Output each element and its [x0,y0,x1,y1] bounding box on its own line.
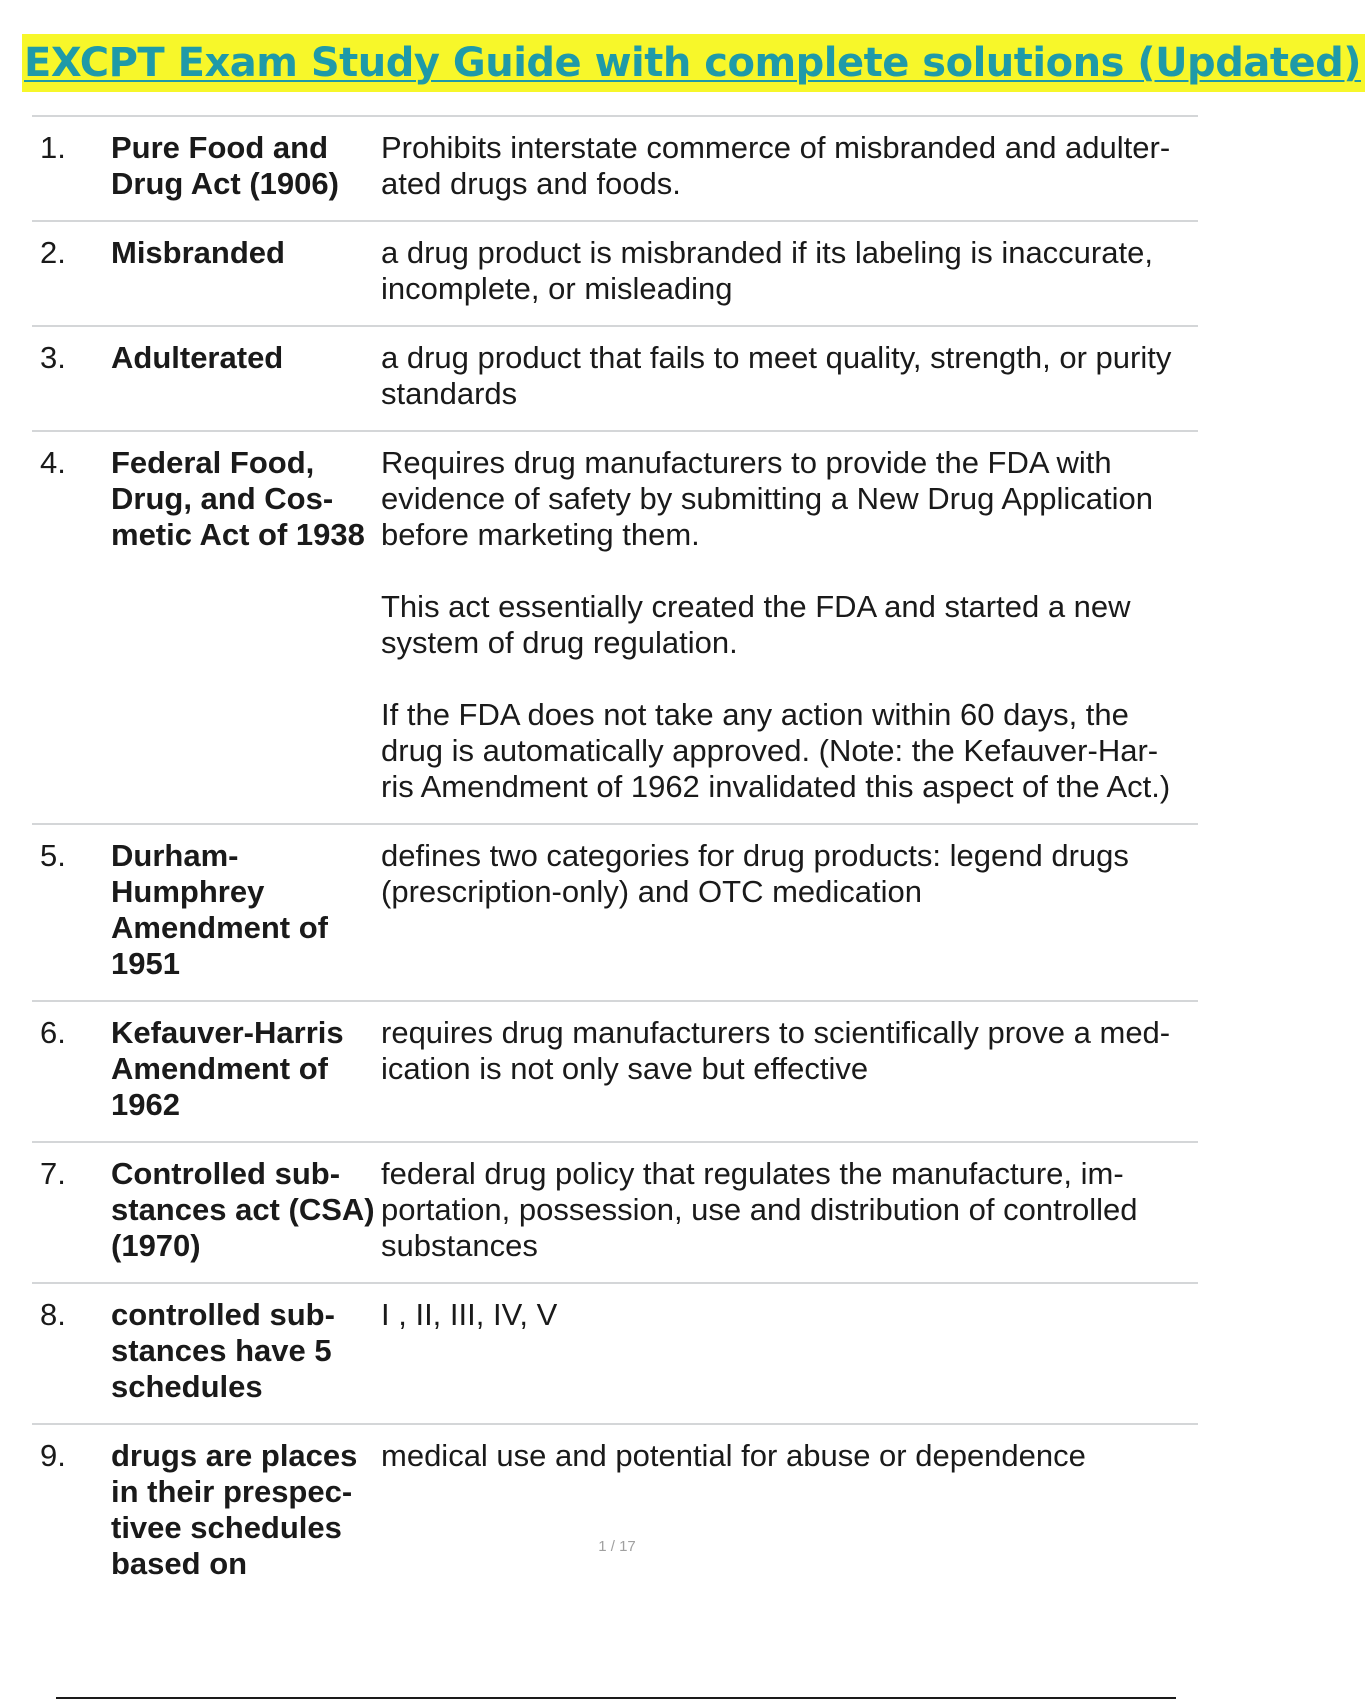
term-number: 6. [40,1015,66,1050]
page-indicator: 1 / 17 [598,1538,636,1555]
term-definition [381,130,1198,202]
term-row [32,1423,1198,1600]
term-name: Controlled sub- stances act (CSA) (1970) [111,1156,375,1263]
term-number: 5. [40,838,66,873]
definition-paragraph: medical use and potential for abuse or dependence [381,1438,1086,1473]
term-definition [381,1156,1198,1264]
definition-paragraph: federal drug policy that regulates the manufacture, im- portation, possession, use and distribution of controlled substances [381,1156,1138,1263]
term-definition [381,235,1198,307]
definition-paragraph: Prohibits interstate commerce of misbranded and adulter- ated drugs and foods. [381,130,1171,201]
term-row [32,1282,1198,1423]
term-row [32,115,1198,220]
term-name: Federal Food, Drug, and Cos- metic Act of 1938 [111,445,365,552]
term-definition [381,445,1198,805]
term-name: Misbranded [111,235,285,270]
term-row [32,1141,1198,1282]
definition-paragraph: a drug product that fails to meet quality, strength, or purity standards [381,340,1172,411]
term-number: 1. [40,130,66,165]
term-number: 9. [40,1438,66,1473]
term-number: 2. [40,235,66,270]
term-number: 3. [40,340,66,375]
term-name: controlled sub- stances have 5 schedules [111,1297,335,1404]
term-row [32,325,1198,430]
term-name: drugs are places in their prespec- tivee schedules based on [111,1438,358,1581]
term-number: 7. [40,1156,66,1191]
term-definition [381,1297,1198,1405]
term-row [32,220,1198,325]
term-row [32,1000,1198,1141]
term-definition [381,1015,1198,1123]
definition-paragraph: a drug product is misbranded if its labeling is inaccurate, incomplete, or misleading [381,235,1153,306]
term-row [32,823,1198,1000]
terms-list [32,115,1198,1600]
definition-paragraph: This act essentially created the FDA and started a new system of drug regulation. [381,589,1131,660]
bottom-divider [56,1697,1176,1699]
definition-paragraph: Requires drug manufacturers to provide the FDA with evidence of safety by submitting a New Drug Application before marketing them. [381,445,1153,552]
term-name: Kefauver-Harris Amendment of 1962 [111,1015,344,1122]
term-number: 8. [40,1297,66,1332]
title-wrap [22,34,1365,92]
term-row [32,430,1198,823]
term-name: Pure Food and Drug Act (1906) [111,130,339,201]
definition-paragraph: If the FDA does not take any action within 60 days, the drug is automatically approved. (Note: the Kefauver-Har- ris Amendment of 1962 invalidated this aspect of the Act.) [381,697,1171,804]
definition-paragraph: defines two categories for drug products: legend drugs (prescription-only) and OTC medication [381,838,1129,909]
term-definition [381,838,1198,982]
term-name: Adulterated [111,340,284,375]
document-title: EXCPT Exam Study Guide with complete solutions (Updated) [22,34,1365,92]
definition-paragraph: requires drug manufacturers to scientifically prove a med- ication is not only save but effective [381,1015,1171,1086]
definition-paragraph: I , II, III, IV, V [381,1297,558,1332]
term-definition [381,1438,1198,1582]
term-number: 4. [40,445,66,480]
term-definition [381,340,1198,412]
term-name: Durham-Humphrey Amendment of 1951 [111,838,328,981]
